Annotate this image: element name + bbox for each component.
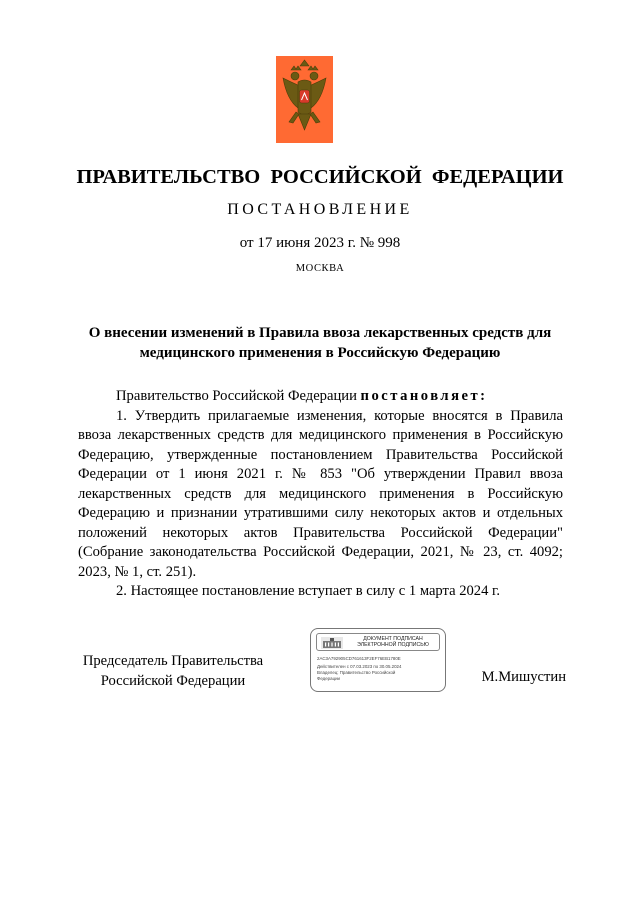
stamp-header: [316, 633, 440, 651]
stamp-title: [347, 636, 439, 649]
signer-name: М.Мишустин: [481, 669, 566, 685]
stamp-validity: Действителен с 07.03.2023 по 30.05.2024: [317, 664, 402, 669]
stamp-title-line2: ЭЛЕКТРОННОЙ ПОДПИСЬЮ: [357, 642, 429, 649]
document-subject: О внесении изменений в Правила ввоза лекарственных средств для медицинского применения в Российскую Федерацию: [88, 325, 552, 361]
stamp-owner-line2: Федерации: [317, 676, 340, 681]
resolves-word: постановляет:: [360, 388, 488, 404]
signer-position-line1: Председатель Правительства: [82, 653, 264, 669]
stamp-title-line1: ДОКУМЕНТ ПОДПИСАН: [363, 635, 423, 642]
item-2-paragraph: 2. Настоящее постановление вступает в силу с 1 марта 2024 г.: [116, 583, 501, 599]
document-body: [78, 387, 563, 602]
intro-paragraph: [78, 387, 563, 407]
signer-position: [78, 652, 268, 691]
stamp-owner-line1: Владелец: Правительство Российской: [317, 670, 396, 675]
document-type: ПОСТАНОВЛЕНИЕ: [227, 201, 413, 218]
electronic-signature-stamp: [310, 628, 446, 692]
intro-prefix: Правительство Российской Федерации: [116, 388, 361, 404]
document-city: МОСКВА: [295, 263, 345, 274]
signer-position-line2: Российской Федерации: [100, 672, 246, 689]
coat-of-arms-emblem: [276, 56, 333, 143]
stamp-certificate: 2AC3A792905CD761613F2EF76EB1780E: [317, 656, 401, 661]
government-building-icon: [321, 637, 343, 649]
item-1-paragraph: 1. Утвердить прилагаемые изменения, которые вносятся в Правила ввоза лекарственных средств для медицинского применения в Российскую Федерацию, утвержденные постановлением Правительства Российской Федерации от 1 июня 2021 г. № 853 "Об утверждении Правил ввоза лекарственных средств для медицинского применения в Российскую Федерацию и признании утратившими силу некоторых актов и отдельных положений некоторых актов Правительства Российской Федерации" (Собрание законодательства Российской Федерации, 2021, № 23, ст. 4092; 2023, № 1, ст. 251).: [78, 407, 563, 580]
document-date-number: от 17 июня 2023 г. № 998: [239, 235, 401, 251]
government-title: ПРАВИТЕЛЬСТВО РОССИЙСКОЙ ФЕДЕРАЦИИ: [76, 166, 564, 188]
